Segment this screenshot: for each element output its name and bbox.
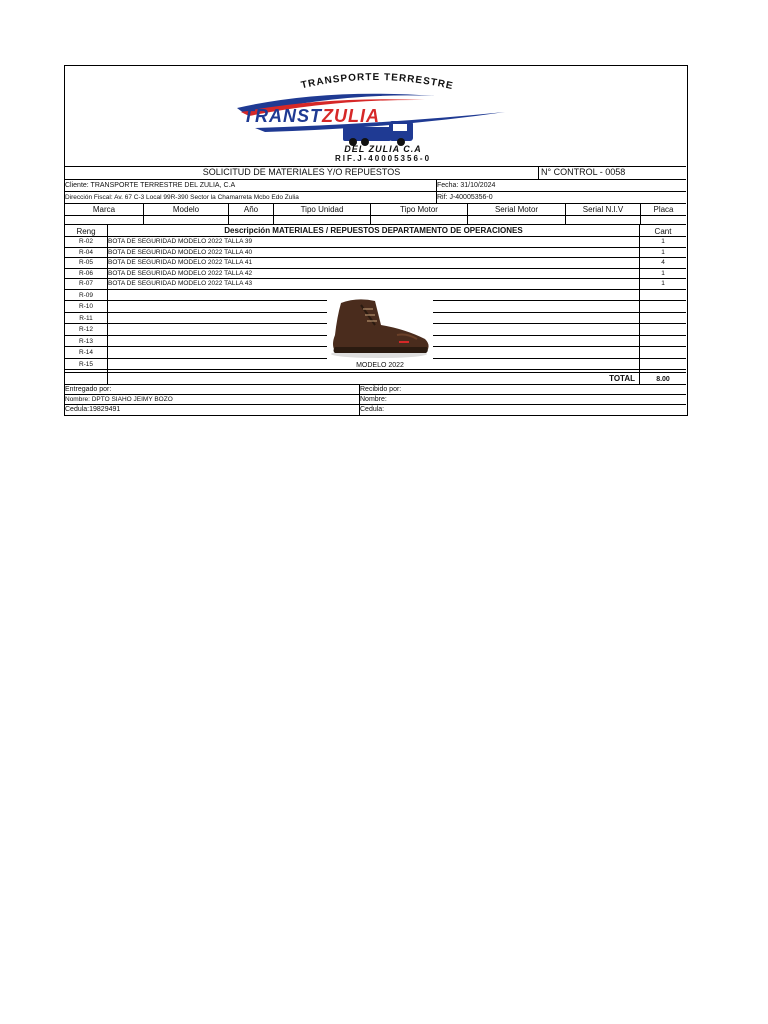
caption-cant <box>640 370 686 372</box>
logo-rif: RIF.J-40005356-0 <box>334 154 432 163</box>
logo-area <box>65 66 686 167</box>
value-modelo <box>144 216 229 224</box>
col-placa: Placa <box>653 205 674 214</box>
total-label: TOTAL <box>108 373 640 384</box>
row-description-right <box>433 324 640 335</box>
row-description <box>108 301 327 312</box>
svg-text:TRANSTZULIA <box>243 106 380 126</box>
row-description <box>108 324 327 335</box>
row-reng: R-05 <box>65 258 108 268</box>
vehicle-header-row <box>65 204 686 216</box>
row-reng: R-15 <box>65 359 108 370</box>
row-reng: R-09 <box>65 290 108 301</box>
requisition-form <box>64 65 688 416</box>
row-reng: R-04 <box>65 248 108 258</box>
row-description-right <box>433 336 640 347</box>
row-description: BOTA DE SEGURIDAD MODELO 2022 TALLA 41 <box>108 258 640 268</box>
row-description: BOTA DE SEGURIDAD MODELO 2022 TALLA 40 <box>108 248 640 258</box>
col-serial-niv: Serial N.I.V <box>566 204 641 215</box>
row-description-right <box>433 301 640 312</box>
row-description <box>108 347 327 358</box>
row-reng: R-10 <box>65 301 108 312</box>
col-reng: Reng <box>65 225 108 236</box>
form-title: SOLICITUD DE MATERIALES Y/O REPUESTOS <box>65 166 539 179</box>
client-name: Cliente: TRANSPORTE TERRESTRE DEL ZULIA, C.A <box>65 180 437 191</box>
row-reng: R-06 <box>65 269 108 279</box>
delivered-by-label: Entregado por: <box>65 385 360 394</box>
col-marca: Marca <box>65 204 144 215</box>
logo-brand-part1: TRANST <box>243 106 322 126</box>
row-cant <box>640 324 686 335</box>
row-cant <box>640 347 686 358</box>
row-description <box>108 313 327 324</box>
col-cant: Cant <box>654 227 672 236</box>
boot-icon <box>327 295 433 361</box>
row-description <box>108 290 327 301</box>
value-placa <box>641 216 686 224</box>
table-row <box>65 269 686 280</box>
row-description-right <box>433 347 640 358</box>
delivered-by-id: Cedula:19829491 <box>65 405 360 415</box>
row-reng: R-12 <box>65 324 108 335</box>
table-row <box>65 279 686 290</box>
caption-spacer <box>65 370 108 372</box>
footer-name-row <box>65 395 686 405</box>
client-rif: Rif: J-40005356-0 <box>437 194 493 201</box>
image-caption: MODELO 2022 <box>327 362 433 369</box>
col-descripcion: Descripción MATERIALES / REPUESTOS DEPARTAMENTO DE OPERACIONES <box>108 225 640 236</box>
total-spacer <box>65 373 108 384</box>
value-tipo-motor <box>371 216 468 224</box>
col-serial-motor: Serial Motor <box>468 204 566 215</box>
table-row <box>65 237 686 248</box>
row-description <box>108 359 327 370</box>
value-ano <box>229 216 274 224</box>
col-tipo-unidad: Tipo Unidad <box>274 204 371 215</box>
row-description: BOTA DE SEGURIDAD MODELO 2022 TALLA 42 <box>108 269 640 279</box>
company-logo <box>65 66 686 166</box>
row-cant <box>640 290 686 301</box>
delivered-by-name: Nombre: DPTO SIAHO JEIMY BOZO <box>65 395 360 404</box>
value-tipo-unidad <box>274 216 371 224</box>
row-reng: R-07 <box>65 279 108 289</box>
row-cant <box>640 301 686 312</box>
total-row <box>65 373 686 385</box>
row-cant: 1 <box>661 248 665 256</box>
footer-delivery-row <box>65 385 686 395</box>
logo-arc-text: TRANSPORTE TERRESTRE <box>300 71 455 93</box>
received-by-label: Recibido por: <box>360 386 402 393</box>
control-number: N° CONTROL - 0058 <box>541 167 626 177</box>
row-cant: 4 <box>661 259 665 266</box>
row-description-right <box>433 359 640 370</box>
row-reng: R-11 <box>65 313 108 324</box>
row-cant <box>640 336 686 347</box>
client-row <box>65 180 686 192</box>
row-description-right <box>433 313 640 324</box>
row-description: BOTA DE SEGURIDAD MODELO 2022 TALLA 43 <box>108 279 640 289</box>
received-by-name: Nombre: <box>360 396 387 403</box>
footer-id-row <box>65 405 686 415</box>
row-cant: 1 <box>661 238 665 245</box>
total-value: 8.00 <box>656 376 670 383</box>
caption-cell <box>108 370 640 372</box>
logo-sub: DEL ZULIA C.A <box>344 144 422 154</box>
title-row <box>65 166 686 180</box>
row-reng: R-02 <box>65 237 108 247</box>
row-cant <box>640 313 686 324</box>
logo-brand-part2: ZULIA <box>322 106 380 126</box>
product-image <box>327 295 433 361</box>
row-reng: R-14 <box>65 347 108 358</box>
vehicle-values-row <box>65 216 686 225</box>
fiscal-address: Dirección Fiscal: Av. 67 C-3 Local 99R-390 Sector la Chamarreta Mcbo Edo Zulia <box>65 192 437 203</box>
svg-text:TRANSPORTE TERRESTRE <box>300 72 454 92</box>
row-cant: 1 <box>661 269 665 277</box>
table-row <box>65 258 686 269</box>
items-header-row <box>65 225 686 237</box>
row-description <box>108 336 327 347</box>
request-date: Fecha: 31/10/2024 <box>437 182 496 189</box>
value-marca <box>65 216 144 224</box>
row-reng: R-13 <box>65 336 108 347</box>
row-cant: 1 <box>661 280 665 287</box>
col-ano: Año <box>229 204 274 215</box>
value-serial-niv <box>566 216 641 224</box>
row-cant <box>640 359 686 370</box>
row-description-right <box>433 290 640 301</box>
col-modelo: Modelo <box>144 204 229 215</box>
table-row <box>65 248 686 259</box>
col-tipo-motor: Tipo Motor <box>371 204 468 215</box>
row-description: BOTA DE SEGURIDAD MODELO 2022 TALLA 39 <box>108 237 640 247</box>
value-serial-motor <box>468 216 566 224</box>
address-row <box>65 192 686 204</box>
received-by-id: Cedula: <box>360 406 385 413</box>
